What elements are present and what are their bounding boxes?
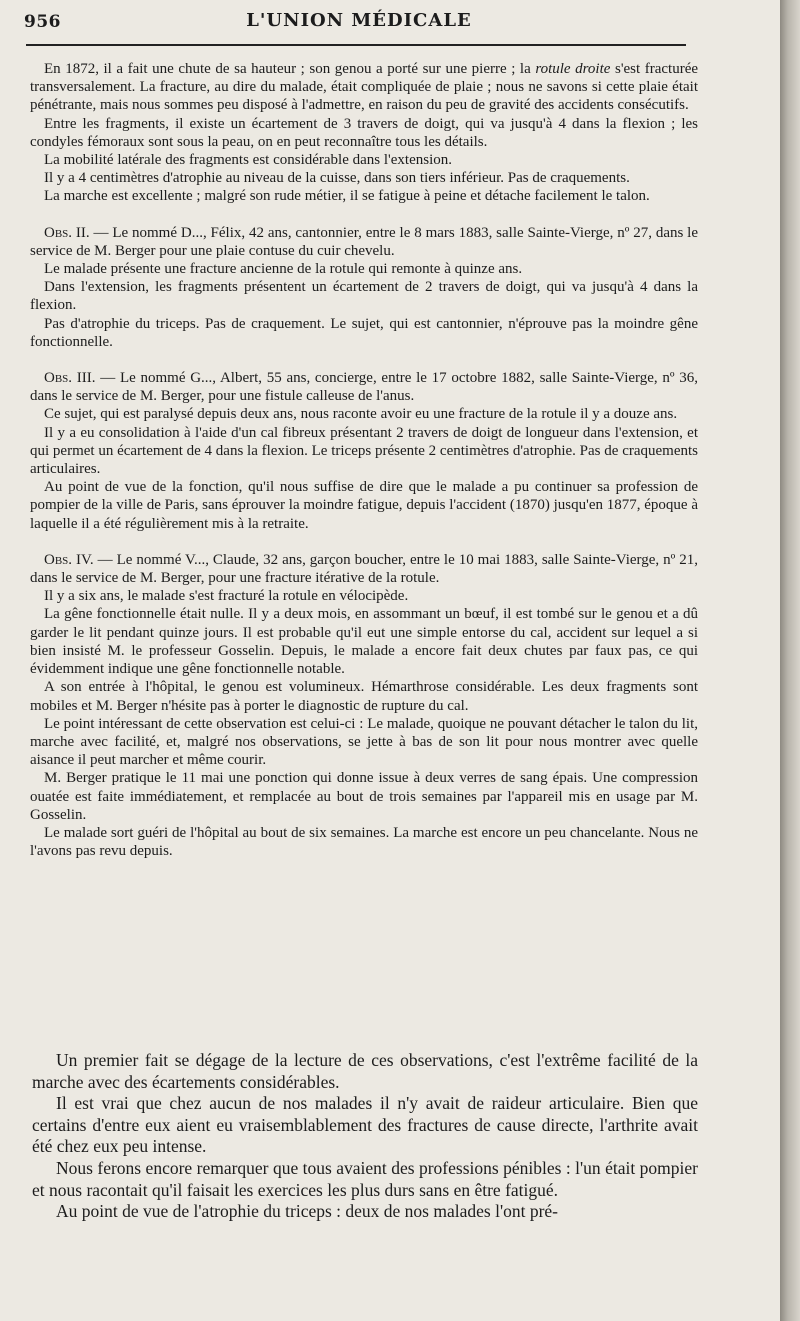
page-number: 956 bbox=[24, 12, 61, 32]
paragraph: En 1872, il a fait une chute de sa hauteur ; son genou a porté sur une pierre ; la rotule droite s'est fracturée transversalement. La fracture, au dire du malade, était compliquée de plaie ; nous ne savons si cette plaie était pénétrante, mais nous sommes peu disposé à l'admettre, en raison du peu de gravité des accidents consécutifs. bbox=[30, 61, 699, 114]
observation-heading: Obs. IV. — Le nommé V..., Claude, 32 ans, garçon boucher, entre le 10 mai 1883, salle Sainte-Vierge, nº 21, dans le service de M. Berger, pour une fracture itérative de la rotule. bbox=[30, 551, 699, 587]
paragraph: Il y a eu consolidation à l'aide d'un cal fibreux présentant 2 travers de doigt de longueur dans l'extension, et qui permet un écartement de 4 dans la flexion. Le triceps présente 2 centimètres d'atrophie. Pas de craquements articulaires. bbox=[30, 424, 698, 478]
paragraph: Le malade sort guéri de l'hôpital au bout de six semaines. La marche est encore un peu chancelante. Nous ne l'avons pas revu depuis. bbox=[30, 824, 698, 860]
paragraph: M. Berger pratique le 11 mai une ponction qui donne issue à deux verres de sang épais. Une compression ouatée est faite immédiatement, et remplacée au bout de trois semaines par l'appareil mis en usage par M. Gosselin. bbox=[30, 770, 698, 823]
header-rule bbox=[26, 44, 686, 46]
paragraph: La gêne fonctionnelle était nulle. Il y a deux mois, en assommant un bœuf, il est tombé sur le genou et a dû garder le lit pendant quinze jours. Il est probable qu'il eut une simple entorse du cal, accident sur lequel a si bien insisté M. le professeur Gosselin. Depuis, le malade a encore fait deux chutes par faux pas, ce qui évidemment indique une gêne fonctionnelle notable. bbox=[30, 606, 698, 678]
page-header bbox=[24, 8, 694, 38]
paragraph: Pas d'atrophie du triceps. Pas de craquement. Le sujet, qui est cantonnier, n'éprouve pas la moindre gêne fonctionnelle. bbox=[30, 315, 698, 350]
running-title: L'UNION MÉDICALE bbox=[246, 10, 472, 31]
page-edge-shadow bbox=[780, 0, 800, 1321]
paragraph: Entre les fragments, il existe un écartement de 3 travers de doigt, qui va jusqu'à 4 dans la flexion ; les condyles fémoraux sont sous la peau, on en peut reconnaître tous les détails. bbox=[30, 115, 698, 150]
paragraph: Un premier fait se dégage de la lecture de ces observations, c'est l'extrême facilité de la marche avec des écartements considérables. bbox=[32, 1050, 698, 1092]
paragraph: Ce sujet, qui est paralysé depuis deux ans, nous raconte avoir eu une fracture de la rotule il y a douze ans. bbox=[44, 406, 678, 423]
observation-label: Obs. III. bbox=[44, 370, 96, 387]
observation-label: Obs. II. bbox=[44, 224, 90, 241]
paragraph: Le malade présente une fracture ancienne de la rotule qui remonte à quinze ans. bbox=[44, 261, 523, 278]
observation-label: Obs. IV. bbox=[44, 551, 94, 568]
paragraph: La marche est excellente ; malgré son rude métier, il se fatigue à peine et détache facilement le talon. bbox=[44, 188, 650, 205]
commentary bbox=[32, 1050, 698, 1223]
paragraph: La mobilité latérale des fragments est considérable dans l'extension. bbox=[44, 152, 452, 169]
paragraph: Dans l'extension, les fragments présentent un écartement de 2 travers de doigt, qui va jusqu'à 4 dans la flexion. bbox=[30, 279, 698, 314]
paragraph: Il est vrai que chez aucun de nos malades il n'y avait de raideur articulaire. Bien que certains d'entre eux aient eu vraisemblablement des fractures de cause directe, l'arthrite avait été chez eux peu intense. bbox=[32, 1093, 698, 1157]
paragraph: Il y a six ans, le malade s'est fracturé la rotule en vélocipède. bbox=[44, 588, 409, 605]
paragraph: Il y a 4 centimètres d'atrophie au niveau de la cuisse, dans son tiers inférieur. Pas de craquements. bbox=[44, 170, 630, 187]
observation-heading: Obs. II. — Le nommé D..., Félix, 42 ans, cantonnier, entre le 8 mars 1883, salle Sainte-Vierge, nº 27, dans le service de M. Berger pour une plaie contuse du cuir chevelu. bbox=[30, 224, 699, 259]
paragraph: A son entrée à l'hôpital, le genou est volumineux. Hémarthrose considérable. Les deux fragments sont mobiles et M. Berger n'hésite pas à porter le diagnostic de rupture du cal. bbox=[30, 679, 698, 714]
paragraph: Nous ferons encore remarquer que tous avaient des professions pénibles : l'un était pompier et nous racontait qu'il faisait les exercices les plus durs sans en être fatigué. bbox=[32, 1157, 698, 1200]
emphasis: rotule droite bbox=[535, 61, 611, 77]
case-notes bbox=[30, 60, 698, 860]
paragraph: Au point de vue de l'atrophie du triceps : deux de nos malades l'ont pré- bbox=[56, 1201, 559, 1222]
paragraph: Le point intéressant de cette observation est celui-ci : Le malade, quoique ne pouvant détacher le talon du lit, marche avec facilité, et, malgré nos observations, se jette à bas de son lit pour nous montrer avec quelle aisance il peut marcher et même courir. bbox=[30, 715, 698, 769]
paragraph: Au point de vue de la fonction, qu'il nous suffise de dire que le malade a pu continuer sa profession de pompier de la ville de Paris, sans éprouver la moindre fatigue, depuis l'accident (1870) jusqu'en 1877, époque à laquelle il a été régulièrement mis à la retraite. bbox=[30, 479, 698, 532]
observation-heading: Obs. III. — Le nommé G..., Albert, 55 ans, concierge, entre le 17 octobre 1882, salle Sainte-Vierge, nº 36, dans le service de M. Berger, pour une fistule calleuse de l'anus. bbox=[30, 370, 699, 405]
